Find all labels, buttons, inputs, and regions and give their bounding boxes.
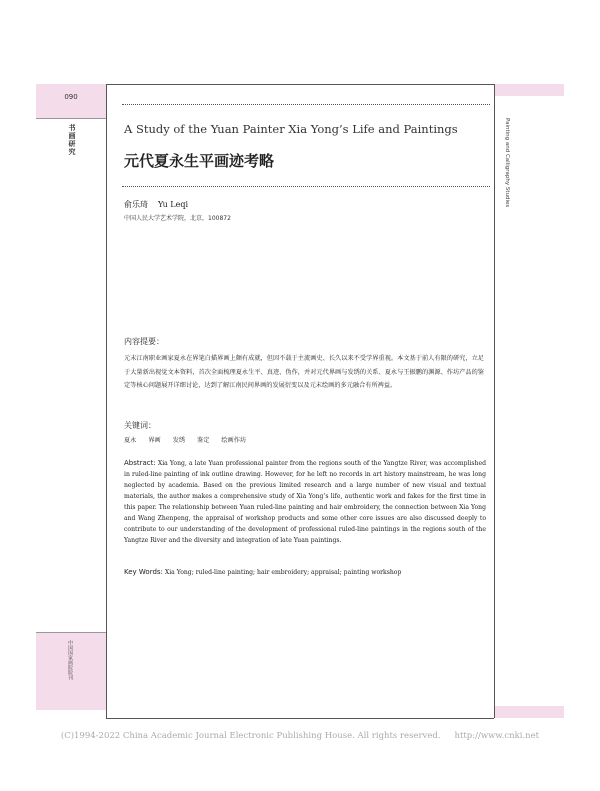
keywords-zh [124, 435, 246, 444]
author-line [124, 199, 188, 210]
keyword-zh: 界画 [148, 437, 161, 444]
abstract-zh-label: 内容提要： [124, 337, 164, 346]
author-affiliation: 中国人民大学艺术学院，北京，100872 [124, 215, 231, 222]
dashed-divider-top [122, 104, 490, 105]
author-name-zh: 俞乐琦 [124, 200, 148, 209]
keywords-zh-label: 关键词： [124, 421, 156, 430]
abstract-en-label: Abstract: [124, 459, 156, 467]
keywords-en-label: Key Words: [124, 568, 163, 576]
margin-block-top-right [494, 84, 564, 96]
side-title-en: Painting and Calligraphy Studies [504, 118, 510, 208]
journal-subtitle-vertical: 中国国家画院院刊 [67, 640, 73, 680]
margin-block-top-left [36, 84, 106, 118]
footer-url[interactable]: http://www.cnki.net [454, 731, 540, 741]
page-frame-right [494, 84, 495, 718]
keyword-zh: 鉴定 [197, 437, 210, 444]
abstract-en [124, 458, 486, 546]
author-name-en: Yu Leqi [158, 200, 189, 209]
dashed-divider-title [122, 186, 490, 187]
keyword-zh: 绘画作坊 [221, 437, 247, 444]
page-frame-bottom [106, 718, 494, 719]
keyword-zh: 夏永 [124, 437, 137, 444]
margin-rule-bottom [36, 632, 106, 633]
journal-title: 书画研究 [68, 124, 76, 156]
abstract-zh: 元末江南职业画家夏永在界笔白描界画上颇有成就，但因不载于主流画史、长久以来不受学界重视。本文基于前人有限的研究，立足于大量新出视觉文本资料，首次全面梳理夏永生平、真迹、伪作，并对元代界画与发绣的关系、夏永与王振鹏的渊源、作坊产品的鉴定等核心问题展开详细讨论，达到了解江南民间界画的发展衍变以及元末绘画的多元融合有所裨益。 [124, 355, 484, 389]
keywords-en [124, 568, 486, 576]
abstract-en-text: Xia Yong, a late Yuan professional painter from the regions south of the Yangtze River, was accomplished in ruled-line painting of ink outline drawing. However, for he left no records in art history mainstream, he was long neglected by academia. Based on the previous limited research and a large number of new visual and textual materials, the author makes a comprehensive study of Xia Yong’s life, authentic work and fakes for the first time in this paper. The relationship between Yuan ruled-line painting and hair embroidery, the connection between Xia Yong and Wang Zhenpeng, the appraisal of workshop products and some other core issues are also discussed deeply to contribute to our understanding of the development of professional ruled-line paintings in the regions south of the Yangtze River and the diversity and integration of late Yuan paintings. [124, 460, 486, 544]
page-number: 090 [64, 93, 78, 101]
keywords-en-text: Xia Yong; ruled-line painting; hair embroidery; appraisal; painting workshop [164, 569, 402, 576]
page-frame-left [106, 84, 107, 718]
footer-copyright-line [0, 731, 600, 741]
footer-copyright: (C)1994-2022 China Academic Journal Electronic Publishing House. All rights reserved. [60, 731, 441, 741]
article-title-zh: 元代夏永生平画迹考略 [124, 152, 275, 170]
page-frame-top [106, 84, 494, 85]
margin-rule-top [36, 118, 106, 119]
margin-block-bottom-right [494, 706, 564, 718]
article-title-en: A Study of the Yuan Painter Xia Yong’s Life and Paintings [124, 122, 458, 136]
keyword-zh: 发绣 [172, 437, 186, 444]
